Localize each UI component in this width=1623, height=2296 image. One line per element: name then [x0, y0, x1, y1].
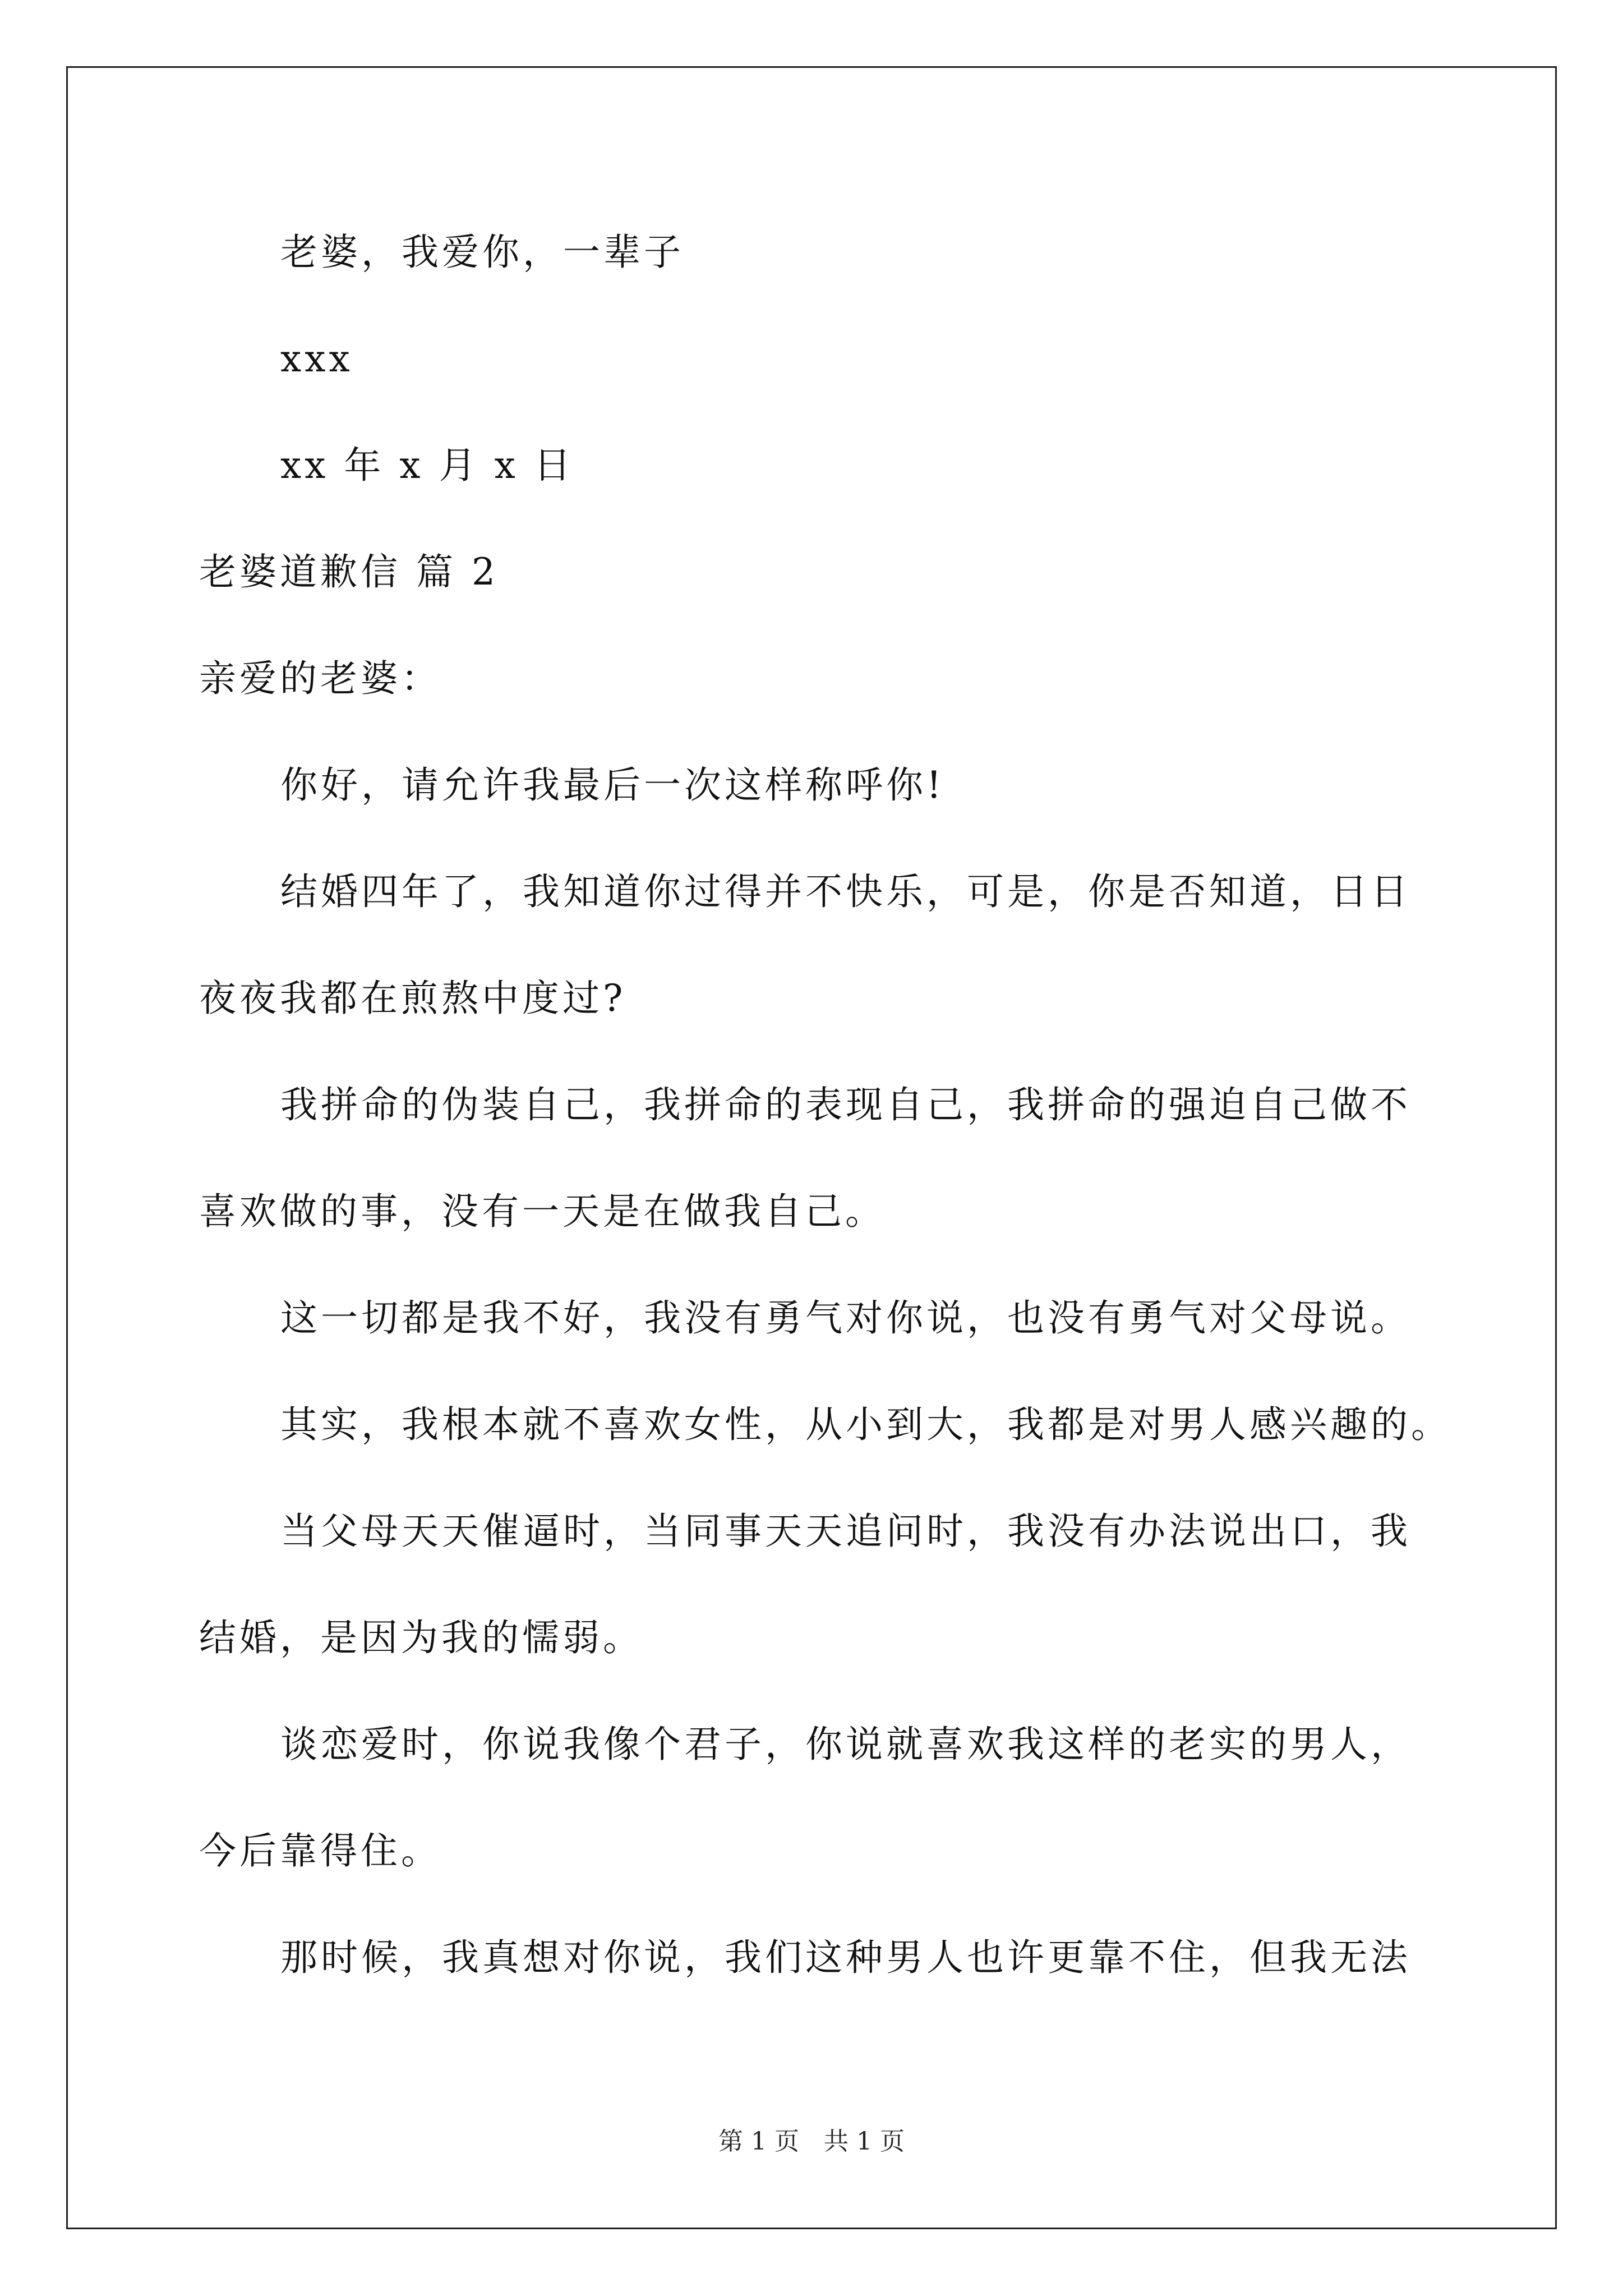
signature-date: xx 年 x 月 x 日: [280, 444, 574, 487]
paragraph-line: 当父母天天催逼时，当同事天天追问时，我没有办法说出口，我: [280, 1510, 1411, 1553]
paragraph-line: 喜欢做的事，没有一天是在做我自己。: [199, 1190, 886, 1233]
signature-name: xxx: [280, 337, 353, 380]
paragraph-line: 我拼命的伪装自己，我拼命的表现自己，我拼命的强迫自己做不: [280, 1083, 1411, 1126]
salutation: 亲爱的老婆：: [199, 657, 441, 700]
paragraph-line: 夜夜我都在煎熬中度过?: [199, 977, 626, 1020]
paragraph-line: 今后靠得住。: [199, 1829, 441, 1872]
paragraph-line: 其实，我根本就不喜欢女性，从小到大，我都是对男人感兴趣的。: [280, 1403, 1451, 1446]
paragraph-line: 结婚四年了，我知道你过得并不快乐，可是，你是否知道，日日: [280, 870, 1411, 913]
page-border: [66, 66, 1557, 2229]
paragraph-line: 你好，请允许我最后一次这样称呼你!: [280, 763, 945, 807]
paragraph-line: 结婚，是因为我的懦弱。: [199, 1616, 643, 1659]
paragraph-line: 谈恋爱时，你说我像个君子，你说就喜欢我这样的老实的男人，: [280, 1723, 1411, 1766]
page-footer: 第 1 页 共 1 页: [718, 2127, 905, 2156]
paragraph-line: 这一切都是我不好，我没有勇气对你说，也没有勇气对父母说。: [280, 1296, 1411, 1340]
closing-line: 老婆，我爱你，一辈子: [280, 231, 684, 274]
paragraph-line: 那时候，我真想对你说，我们这种男人也许更靠不住，但我无法: [280, 1936, 1411, 1979]
section-heading: 老婆道歉信 篇 2: [199, 550, 499, 593]
